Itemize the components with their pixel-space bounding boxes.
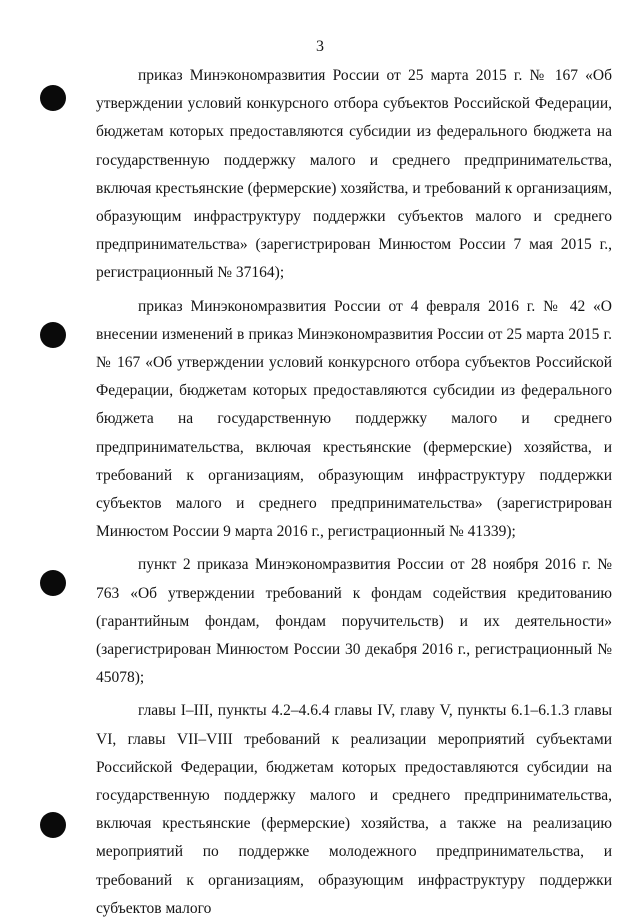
punch-hole-mark: [40, 812, 66, 838]
page-number: 3: [316, 38, 324, 55]
paragraph-requirements-chapters: главы I–III, пункты 4.2–4.6.4 главы IV, главу V, пункты 6.1–6.1.3 главы VI, главы VII–VIII требований к реализации мероприятий субъектами Российской Федерации, бюджетам которых предоставляются субсидии на государственную поддержку малого и среднего предпринимательства, включая крестьянские (фермерские) хозяйства, а также на реализацию мероприятий по поддержке молодежного предпринимательства, и требований к организациям, образующим инфраструктуру поддержки субъектов малого: [96, 702, 612, 917]
document-body: [96, 62, 612, 923]
paragraph-order-42: приказ Минэкономразвития России от 4 февраля 2016 г. № 42 «О внесении изменений в приказ Минэкономразвития России от 25 марта 2015 г. № 167 «Об утверждении условий конкурсного отбора субъектов Российской Федерации, бюджетам которых предоставляются субсидии из федерального бюджета на государственную поддержку малого и среднего предпринимательства, включая крестьянские (фермерские) хозяйства, и требований к организациям, образующим инфраструктуру поддержки субъектов малого и среднего предпринимательства» (зарегистрирован Минюстом России 9 марта 2016 г., регистрационный № 41339);: [96, 297, 612, 541]
punch-hole-mark: [40, 570, 66, 596]
paragraph-order-763: пункт 2 приказа Минэкономразвития России от 28 ноября 2016 г. № 763 «Об утверждении требований к фондам содействия кредитованию (гарантийным фондам, фондам поручительств) и их деятельности» (зарегистрирован Минюстом России 30 декабря 2016 г., регистрационный № 45078);: [96, 556, 612, 687]
punch-hole-mark: [40, 85, 66, 111]
punch-hole-mark: [40, 322, 66, 348]
paragraph-order-167: приказ Минэкономразвития России от 25 марта 2015 г. № 167 «Об утверждении условий конкурсного отбора субъектов Российской Федерации, бюджетам которых предоставляются субсидии из федерального бюджета на государственную поддержку малого и среднего предпринимательства, включая крестьянские (фермерские) хозяйства, и требований к организациям, образующим инфраструктуру поддержки субъектов малого и среднего предпринимательства» (зарегистрирован Минюстом России 7 мая 2015 г., регистрационный № 37164);: [96, 67, 612, 282]
